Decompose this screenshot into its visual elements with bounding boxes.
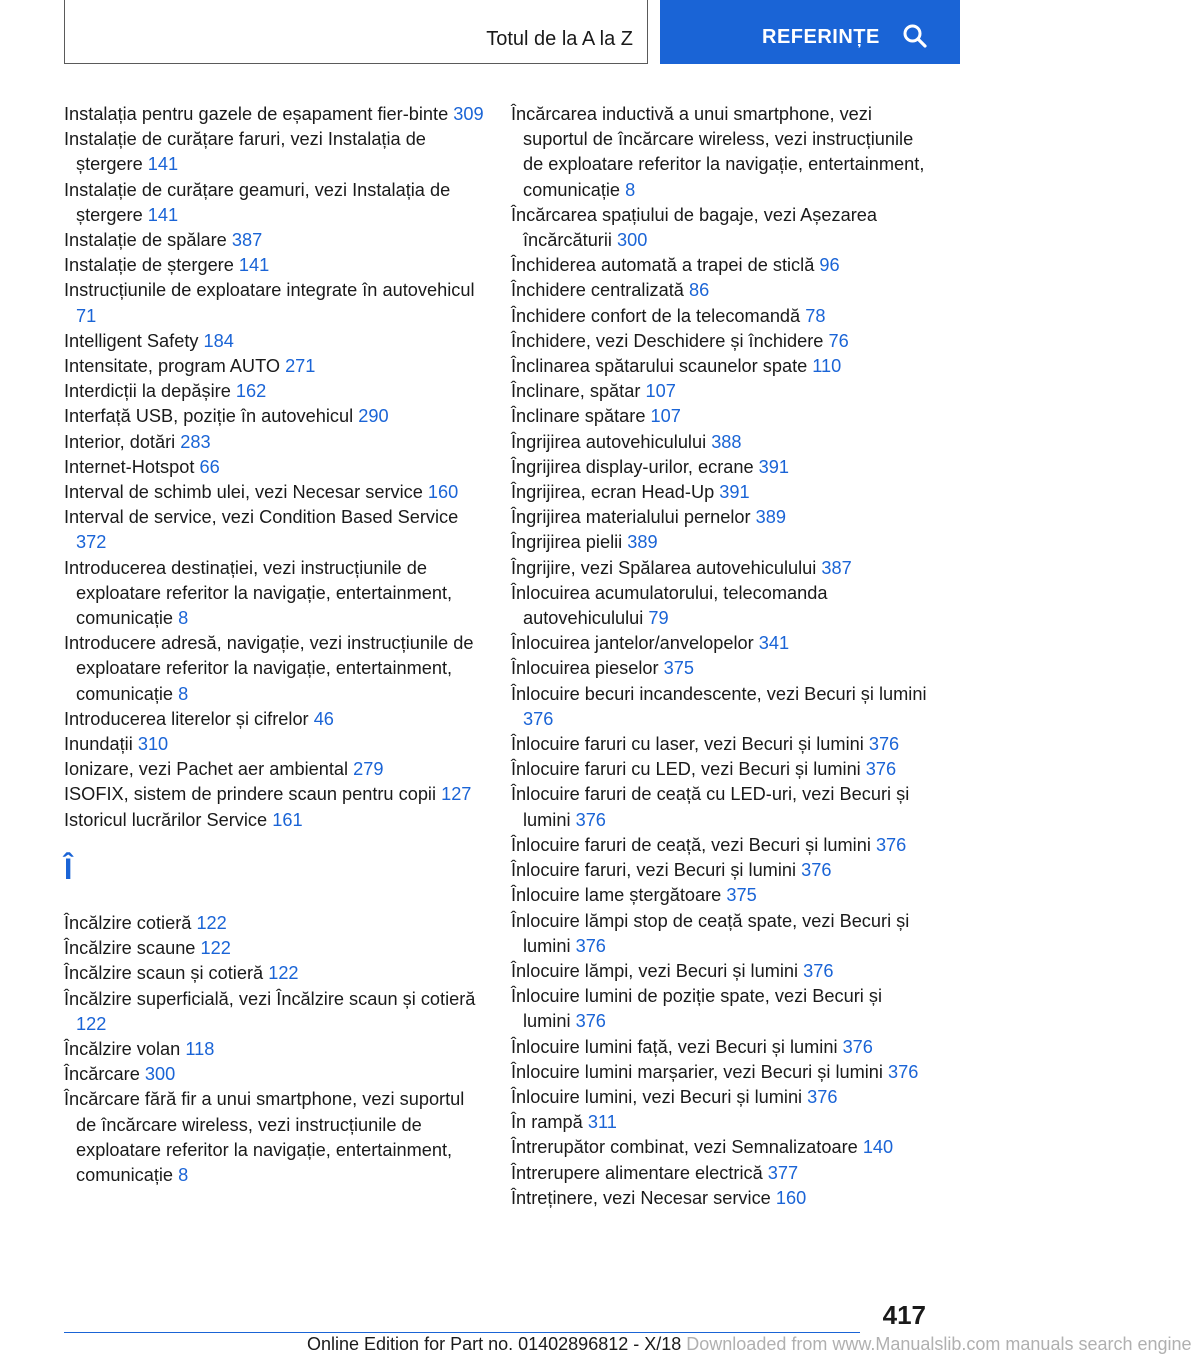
page-reference-link[interactable]: 311 [587, 1112, 617, 1133]
index-entry [511, 1161, 931, 1186]
index-entry [511, 581, 931, 631]
page-reference-link[interactable]: 141 [147, 204, 179, 225]
index-entry [64, 961, 484, 986]
page-reference-link[interactable]: 376 [803, 960, 834, 981]
page-reference-link[interactable]: 376 [868, 734, 900, 755]
index-entry [64, 911, 484, 936]
page-reference-link[interactable]: 310 [137, 734, 169, 755]
index-entry-text: Închidere, vezi Deschidere și închidere [511, 330, 824, 351]
page-reference-link[interactable]: 110 [812, 356, 842, 377]
footer-watermark: Downloaded from www.Manualslib.com manuals search engine [686, 1334, 1192, 1354]
page-reference-link[interactable]: 160 [775, 1187, 807, 1208]
index-entry-text: Instalație de spălare [64, 230, 227, 251]
index-entry [511, 329, 931, 354]
index-entry [511, 455, 931, 480]
index-entry-text: Înlocuire lămpi, vezi Becuri și lumini [511, 960, 799, 981]
index-entry-text: Intelligent Safety [64, 330, 199, 351]
index-entry-text: Înclinare, spătar [511, 381, 641, 402]
index-entry [64, 707, 484, 732]
index-entry-text: Înlocuire lame ștergătoare [511, 885, 722, 906]
index-entry [511, 1060, 931, 1085]
index-entry-text: Îngrijire, vezi Spălarea autovehiculului [511, 557, 817, 578]
index-entry [511, 631, 931, 656]
index-entry-text: ISOFIX, sistem de prindere scaun pentru copii [64, 784, 437, 805]
page-reference-link[interactable]: 279 [353, 759, 384, 780]
index-entry [511, 253, 931, 278]
index-entry [64, 278, 484, 328]
index-entry-text: Înlocuire faruri cu laser, vezi Becuri și lumini [511, 734, 864, 755]
index-entry-text: Înlocuire lumini față, vezi Becuri și lumini [511, 1036, 838, 1057]
page-reference-link[interactable]: 96 [819, 255, 840, 276]
index-entry-text: Interval de schimb ulei, vezi Necesar service [64, 482, 423, 503]
page-reference-link[interactable]: 8 [625, 179, 636, 200]
index-entry-text: Închidere centralizată [511, 280, 684, 301]
index-entry-text: Încălzire cotieră [64, 912, 192, 933]
index-entry [64, 102, 484, 127]
index-entry [511, 530, 931, 555]
index-entry-text: Introducerea literelor și cifrelor [64, 708, 309, 729]
index-entry [64, 404, 484, 429]
search-icon[interactable] [902, 23, 928, 49]
index-entry-text: Întrerupător combinat, vezi Semnalizatoare [511, 1137, 858, 1158]
index-entry [511, 102, 931, 203]
index-entry [511, 1135, 931, 1160]
page-reference-link[interactable]: 376 [888, 1061, 919, 1082]
index-entry-text: Înlocuire lumini, vezi Becuri și lumini [511, 1086, 803, 1107]
page-reference-link[interactable]: 341 [758, 633, 790, 654]
index-entry [511, 1110, 931, 1135]
index-entry-text: Îngrijirea, ecran Head-Up [511, 482, 715, 503]
index-entry [64, 228, 484, 253]
page-reference-link[interactable]: 387 [821, 557, 852, 578]
index-entry [64, 987, 484, 1037]
chapter-title: Totul de la A la Z [486, 28, 633, 50]
footer-divider [64, 1332, 860, 1333]
page-reference-link[interactable]: 141 [238, 255, 270, 276]
index-entry-text: Interval de service, vezi Condition Based Service [64, 507, 459, 528]
page-reference-link[interactable]: 300 [144, 1064, 176, 1085]
page-reference-link[interactable]: 309 [453, 104, 484, 124]
index-entry-text: Încărcare [64, 1064, 140, 1085]
page-reference-link[interactable]: 78 [805, 305, 826, 326]
page-reference-link[interactable]: 107 [650, 406, 681, 427]
page-reference-link[interactable]: 389 [755, 507, 787, 528]
page-reference-link[interactable]: 107 [645, 381, 676, 402]
index-entry-text: Instrucțiunile de exploatare integrate în autovehicul [64, 280, 475, 301]
index-entry [511, 480, 931, 505]
index-entry [511, 1035, 931, 1060]
index-column-left [64, 102, 484, 1188]
index-column-right [511, 102, 931, 1211]
page-reference-link[interactable]: 372 [76, 532, 107, 553]
index-entry [64, 354, 484, 379]
index-entry-text: Întreținere, vezi Necesar service [511, 1187, 771, 1208]
index-entry [64, 1087, 484, 1188]
index-entry [511, 984, 931, 1034]
index-list [64, 102, 484, 833]
index-entry-text: Întrerupere alimentare electrică [511, 1162, 763, 1183]
index-entry [511, 1085, 931, 1110]
index-entry-text: Înlocuire lumini marșarier, vezi Becuri și lumini [511, 1061, 883, 1082]
index-entry [64, 732, 484, 757]
page-reference-link[interactable]: 184 [203, 330, 234, 351]
index-entry-text: Înlocuire faruri de ceață cu LED-uri, vezi Becuri și lumini [511, 784, 910, 830]
index-entry-text: Înclinarea spătarului scaunelor spate [511, 356, 808, 377]
page-reference-link[interactable]: 376 [875, 834, 907, 855]
page-reference-link[interactable]: 376 [575, 1011, 606, 1032]
index-entry-text: Încărcarea inductivă a unui smartphone, vezi suportul de încărcare wireless, vezi instrucțiunile de exploatare referitor la navigație, entertainment, comunicație [511, 104, 925, 200]
index-entry-text: Internet-Hotspot [64, 456, 195, 477]
index-entry-text: Încălzire scaun și cotieră [64, 963, 264, 984]
index-entry-text: Înlocuirea acumulatorului, telecomanda autovehiculului [511, 582, 828, 629]
index-entry [511, 1186, 931, 1211]
page-reference-link[interactable]: 160 [427, 482, 459, 503]
index-entry [64, 329, 484, 354]
page-reference-link[interactable]: 300 [617, 230, 648, 251]
page-reference-link[interactable]: 8 [178, 1164, 189, 1185]
page-reference-link[interactable]: 122 [196, 912, 227, 933]
index-entry-text: Interdicții la depășire [64, 381, 231, 402]
index-entry [511, 203, 931, 253]
index-entry [511, 304, 931, 329]
index-entry [64, 556, 484, 632]
index-entry [64, 430, 484, 455]
index-entry [64, 1062, 484, 1087]
index-entry-text: Introducere adresă, navigație, vezi instrucțiunile de exploatare referitor la navigație, entertainment, comunicație [64, 633, 474, 704]
index-list [64, 911, 484, 1188]
index-entry [64, 808, 484, 833]
index-entry [511, 404, 931, 429]
index-entry-text: Intensitate, program AUTO [64, 356, 280, 377]
index-entry [511, 757, 931, 782]
page-reference-link[interactable]: 86 [688, 280, 710, 301]
index-entry-text: Încărcarea spațiului de bagaje, vezi Așezarea încărcăturii [511, 204, 877, 251]
index-entry [64, 757, 484, 782]
page-reference-link[interactable]: 79 [648, 608, 669, 629]
index-entry [511, 656, 931, 681]
page-reference-link[interactable]: 122 [76, 1013, 107, 1034]
page-reference-link[interactable]: 271 [285, 356, 316, 377]
index-entry-text: Introducerea destinației, vezi instrucțiunile de exploatare referitor la navigație, entertainment, comunicație [64, 557, 453, 629]
index-entry-text: Interfață USB, poziție în autovehicul [64, 406, 354, 427]
index-entry [511, 430, 931, 455]
page-reference-link[interactable]: 375 [663, 658, 695, 679]
page-reference-link[interactable]: 376 [807, 1086, 838, 1107]
index-entry-text: Înlocuire faruri cu LED, vezi Becuri și lumini [511, 759, 861, 780]
index-entry-text: Inundații [64, 734, 133, 755]
page-reference-link[interactable]: 127 [441, 784, 472, 805]
index-entry-text: Instalație de curățare faruri, vezi Instalația de ștergere [64, 129, 426, 175]
index-entry-text: Încălzire volan [64, 1038, 181, 1059]
index-entry-text: Istoricul lucrărilor Service [64, 809, 268, 830]
index-entry [64, 505, 484, 555]
page-reference-link[interactable]: 118 [185, 1038, 215, 1059]
index-entry [64, 631, 484, 707]
index-entry [511, 278, 931, 303]
index-entry [64, 379, 484, 404]
index-entry-text: Interior, dotări [64, 431, 176, 452]
page-reference-link[interactable]: 141 [147, 154, 179, 175]
index-entry-text: Îngrijirea materialului pernelor [511, 507, 751, 528]
page-reference-link[interactable]: 376 [865, 759, 897, 780]
index-entry-text: Închidere confort de la telecomandă [511, 305, 801, 326]
index-entry-text: Îngrijirea autovehiculului [511, 431, 707, 452]
index-entry-text: Înlocuire faruri, vezi Becuri și lumini [511, 860, 797, 881]
page-reference-link[interactable]: 283 [180, 431, 211, 452]
index-entry [511, 782, 931, 832]
page-reference-link[interactable]: 377 [767, 1162, 799, 1183]
index-entry-text: Încălzire superficială, vezi Încălzire scaun și cotieră [64, 988, 476, 1009]
page-reference-link[interactable]: 387 [231, 230, 263, 251]
index-entry-text: Înlocuire becuri incandescente, vezi Becuri și lumini [511, 683, 927, 704]
index-entry [511, 909, 931, 959]
footer-edition-text: Online Edition for Part no. 01402896812 - X/18 [307, 1334, 682, 1354]
tab-referinte[interactable] [660, 0, 960, 64]
page-reference-link[interactable]: 388 [711, 431, 742, 452]
index-list [511, 102, 931, 1211]
index-entry [64, 455, 484, 480]
index-entry-text: Îngrijirea pielii [511, 532, 623, 553]
page-reference-link[interactable]: 122 [268, 963, 299, 984]
page-reference-link[interactable]: 71 [76, 305, 97, 326]
page-reference-link[interactable]: 376 [575, 935, 606, 956]
index-entry [64, 782, 484, 807]
index-entry-text: Înlocuire lumini de poziție spate, vezi Becuri și lumini [511, 986, 882, 1032]
page-reference-link[interactable]: 375 [726, 885, 757, 906]
index-entry-text: Ionizare, vezi Pachet aer ambiental [64, 759, 349, 780]
index-entry-text: Instalație de curățare geamuri, vezi Instalația de ștergere [64, 179, 451, 225]
index-entry-text: În rampă [511, 1112, 583, 1133]
index-entry [511, 505, 931, 530]
page-reference-link[interactable]: 66 [199, 456, 220, 477]
header-frame [64, 0, 648, 64]
page-reference-link[interactable]: 8 [178, 683, 189, 704]
index-entry [511, 883, 931, 908]
page-number: 417 [882, 1300, 926, 1330]
page-reference-link[interactable]: 391 [719, 482, 750, 503]
index-entry [511, 354, 931, 379]
page-reference-link[interactable]: 140 [862, 1137, 894, 1158]
index-entry [64, 127, 484, 177]
index-entry [511, 833, 931, 858]
index-entry-text: Instalație de ștergere [64, 255, 234, 276]
page-reference-link[interactable]: 162 [235, 381, 267, 402]
page-reference-link[interactable]: 8 [178, 608, 189, 629]
page-reference-link[interactable]: 122 [200, 938, 231, 959]
index-entry-text: Înlocuire lămpi stop de ceață spate, vezi Becuri și lumini [511, 910, 910, 956]
index-entry-text: Înlocuirea jantelor/anvelopelor [511, 633, 754, 654]
index-entry [511, 556, 931, 581]
index-entry-text: Închiderea automată a trapei de sticlă [511, 255, 815, 276]
page-reference-link[interactable]: 376 [523, 708, 554, 729]
page-reference-link[interactable]: 76 [828, 330, 849, 351]
index-entry [64, 178, 484, 228]
index-entry [64, 1037, 484, 1062]
page-reference-link[interactable]: 376 [801, 860, 832, 881]
page-reference-link[interactable]: 389 [627, 532, 658, 553]
index-entry-text: Încălzire scaune [64, 938, 196, 959]
index-entry [64, 480, 484, 505]
tab-label: REFERINȚE [762, 25, 880, 48]
index-entry-text: Înclinare spătare [511, 406, 646, 427]
index-entry [511, 858, 931, 883]
page-reference-link[interactable]: 290 [358, 406, 389, 427]
footer-edition [307, 1334, 1192, 1355]
page-reference-link[interactable]: 391 [758, 456, 790, 477]
index-entry [64, 936, 484, 961]
index-entry [511, 379, 931, 404]
page-reference-link[interactable]: 376 [842, 1036, 873, 1057]
index-entry-text: Înlocuire faruri de ceață, vezi Becuri și lumini [511, 834, 871, 855]
index-entry [511, 682, 931, 732]
index-entry-text: Instalația pentru gazele de eșapament fier-binte [64, 104, 449, 124]
index-entry-text: Înlocuirea pieselor [511, 658, 659, 679]
index-entry [511, 732, 931, 757]
page-reference-link[interactable]: 46 [313, 708, 334, 729]
page-reference-link[interactable]: 376 [575, 809, 606, 830]
index-entry [511, 959, 931, 984]
page-reference-link[interactable]: 161 [272, 809, 303, 830]
index-entry [64, 253, 484, 278]
index-entry-text: Încărcare fără fir a unui smartphone, vezi suportul de încărcare wireless, vezi instrucțiunile de exploatare referitor la navigație, entertainment, comunicație [64, 1089, 465, 1185]
index-entry-text: Îngrijirea display-urilor, ecrane [511, 456, 754, 477]
section-letter: Î [64, 852, 73, 886]
